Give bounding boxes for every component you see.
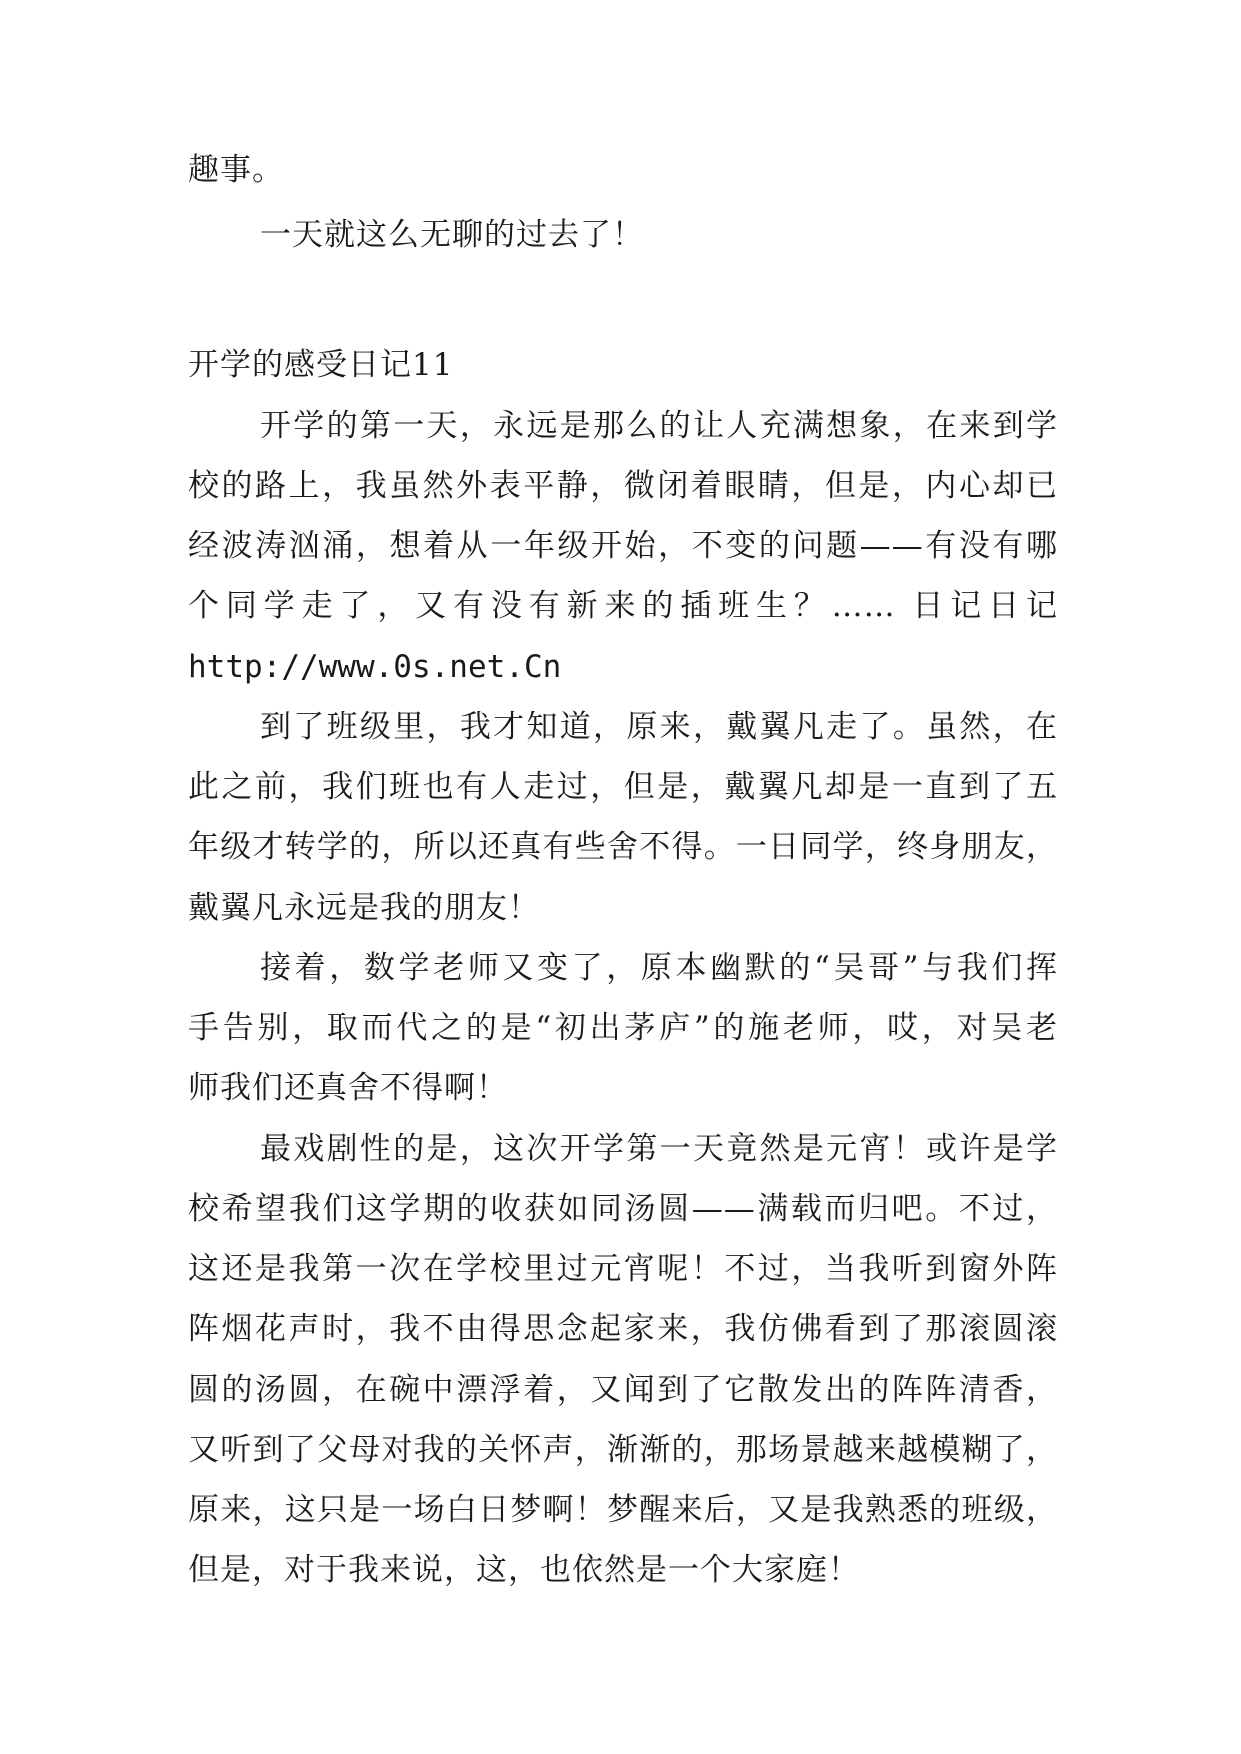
text-line: 最戏剧性的是，这次开学第一天竟然是元宵！或许是学 xyxy=(260,1131,1058,1167)
text-line: 到了班级里，我才知道，原来，戴翼凡走了。虽然，在 xyxy=(260,709,1058,745)
text-line: 个同学走了，又有没有新来的插班生？…… 日记日记 xyxy=(188,588,1058,624)
text-line: 年级才转学的，所以还真有些舍不得。一日同学，终身朋友， xyxy=(188,829,1058,865)
text-line: 但是，对于我来说，这，也依然是一个大家庭！ xyxy=(188,1552,860,1588)
text-line: 这还是我第一次在学校里过元宵呢！不过，当我听到窗外阵 xyxy=(188,1251,1058,1287)
text-line: 经波涛汹涌，想着从一年级开始，不变的问题——有没有哪 xyxy=(188,528,1058,564)
text-line: 圆的汤圆，在碗中漂浮着，又闻到了它散发出的阵阵清香， xyxy=(188,1372,1058,1408)
text-line: 手告别，取而代之的是“初出茅庐”的施老师，哎，对吴老 xyxy=(188,1010,1058,1046)
text-line: 戴翼凡永远是我的朋友！ xyxy=(188,890,540,926)
text-line: 一天就这么无聊的过去了！ xyxy=(260,217,644,253)
text-line: 此之前，我们班也有人走过，但是，戴翼凡却是一直到了五 xyxy=(188,769,1058,805)
text-line: 师我们还真舍不得啊！ xyxy=(188,1070,508,1106)
section-title: 开学的感受日记11 xyxy=(188,347,454,383)
text-line: 接着，数学老师又变了，原本幽默的“吴哥”与我们挥 xyxy=(260,950,1058,986)
text-line: 校的路上，我虽然外表平静，微闭着眼睛，但是，内心却已 xyxy=(188,468,1058,504)
url-text: http://www.0s.net.Cn xyxy=(188,649,562,685)
text-line: 又听到了父母对我的关怀声，渐渐的，那场景越来越模糊了， xyxy=(188,1432,1058,1468)
text-line: 趣事。 xyxy=(188,152,284,188)
text-line: 阵烟花声时，我不由得思念起家来，我仿佛看到了那滚圆滚 xyxy=(188,1311,1058,1347)
text-line: 校希望我们这学期的收获如同汤圆——满载而归吧。不过， xyxy=(188,1191,1058,1227)
text-line: 开学的第一天，永远是那么的让人充满想象，在来到学 xyxy=(260,408,1058,444)
text-line: 原来，这只是一场白日梦啊！梦醒来后，又是我熟悉的班级， xyxy=(188,1492,1058,1528)
